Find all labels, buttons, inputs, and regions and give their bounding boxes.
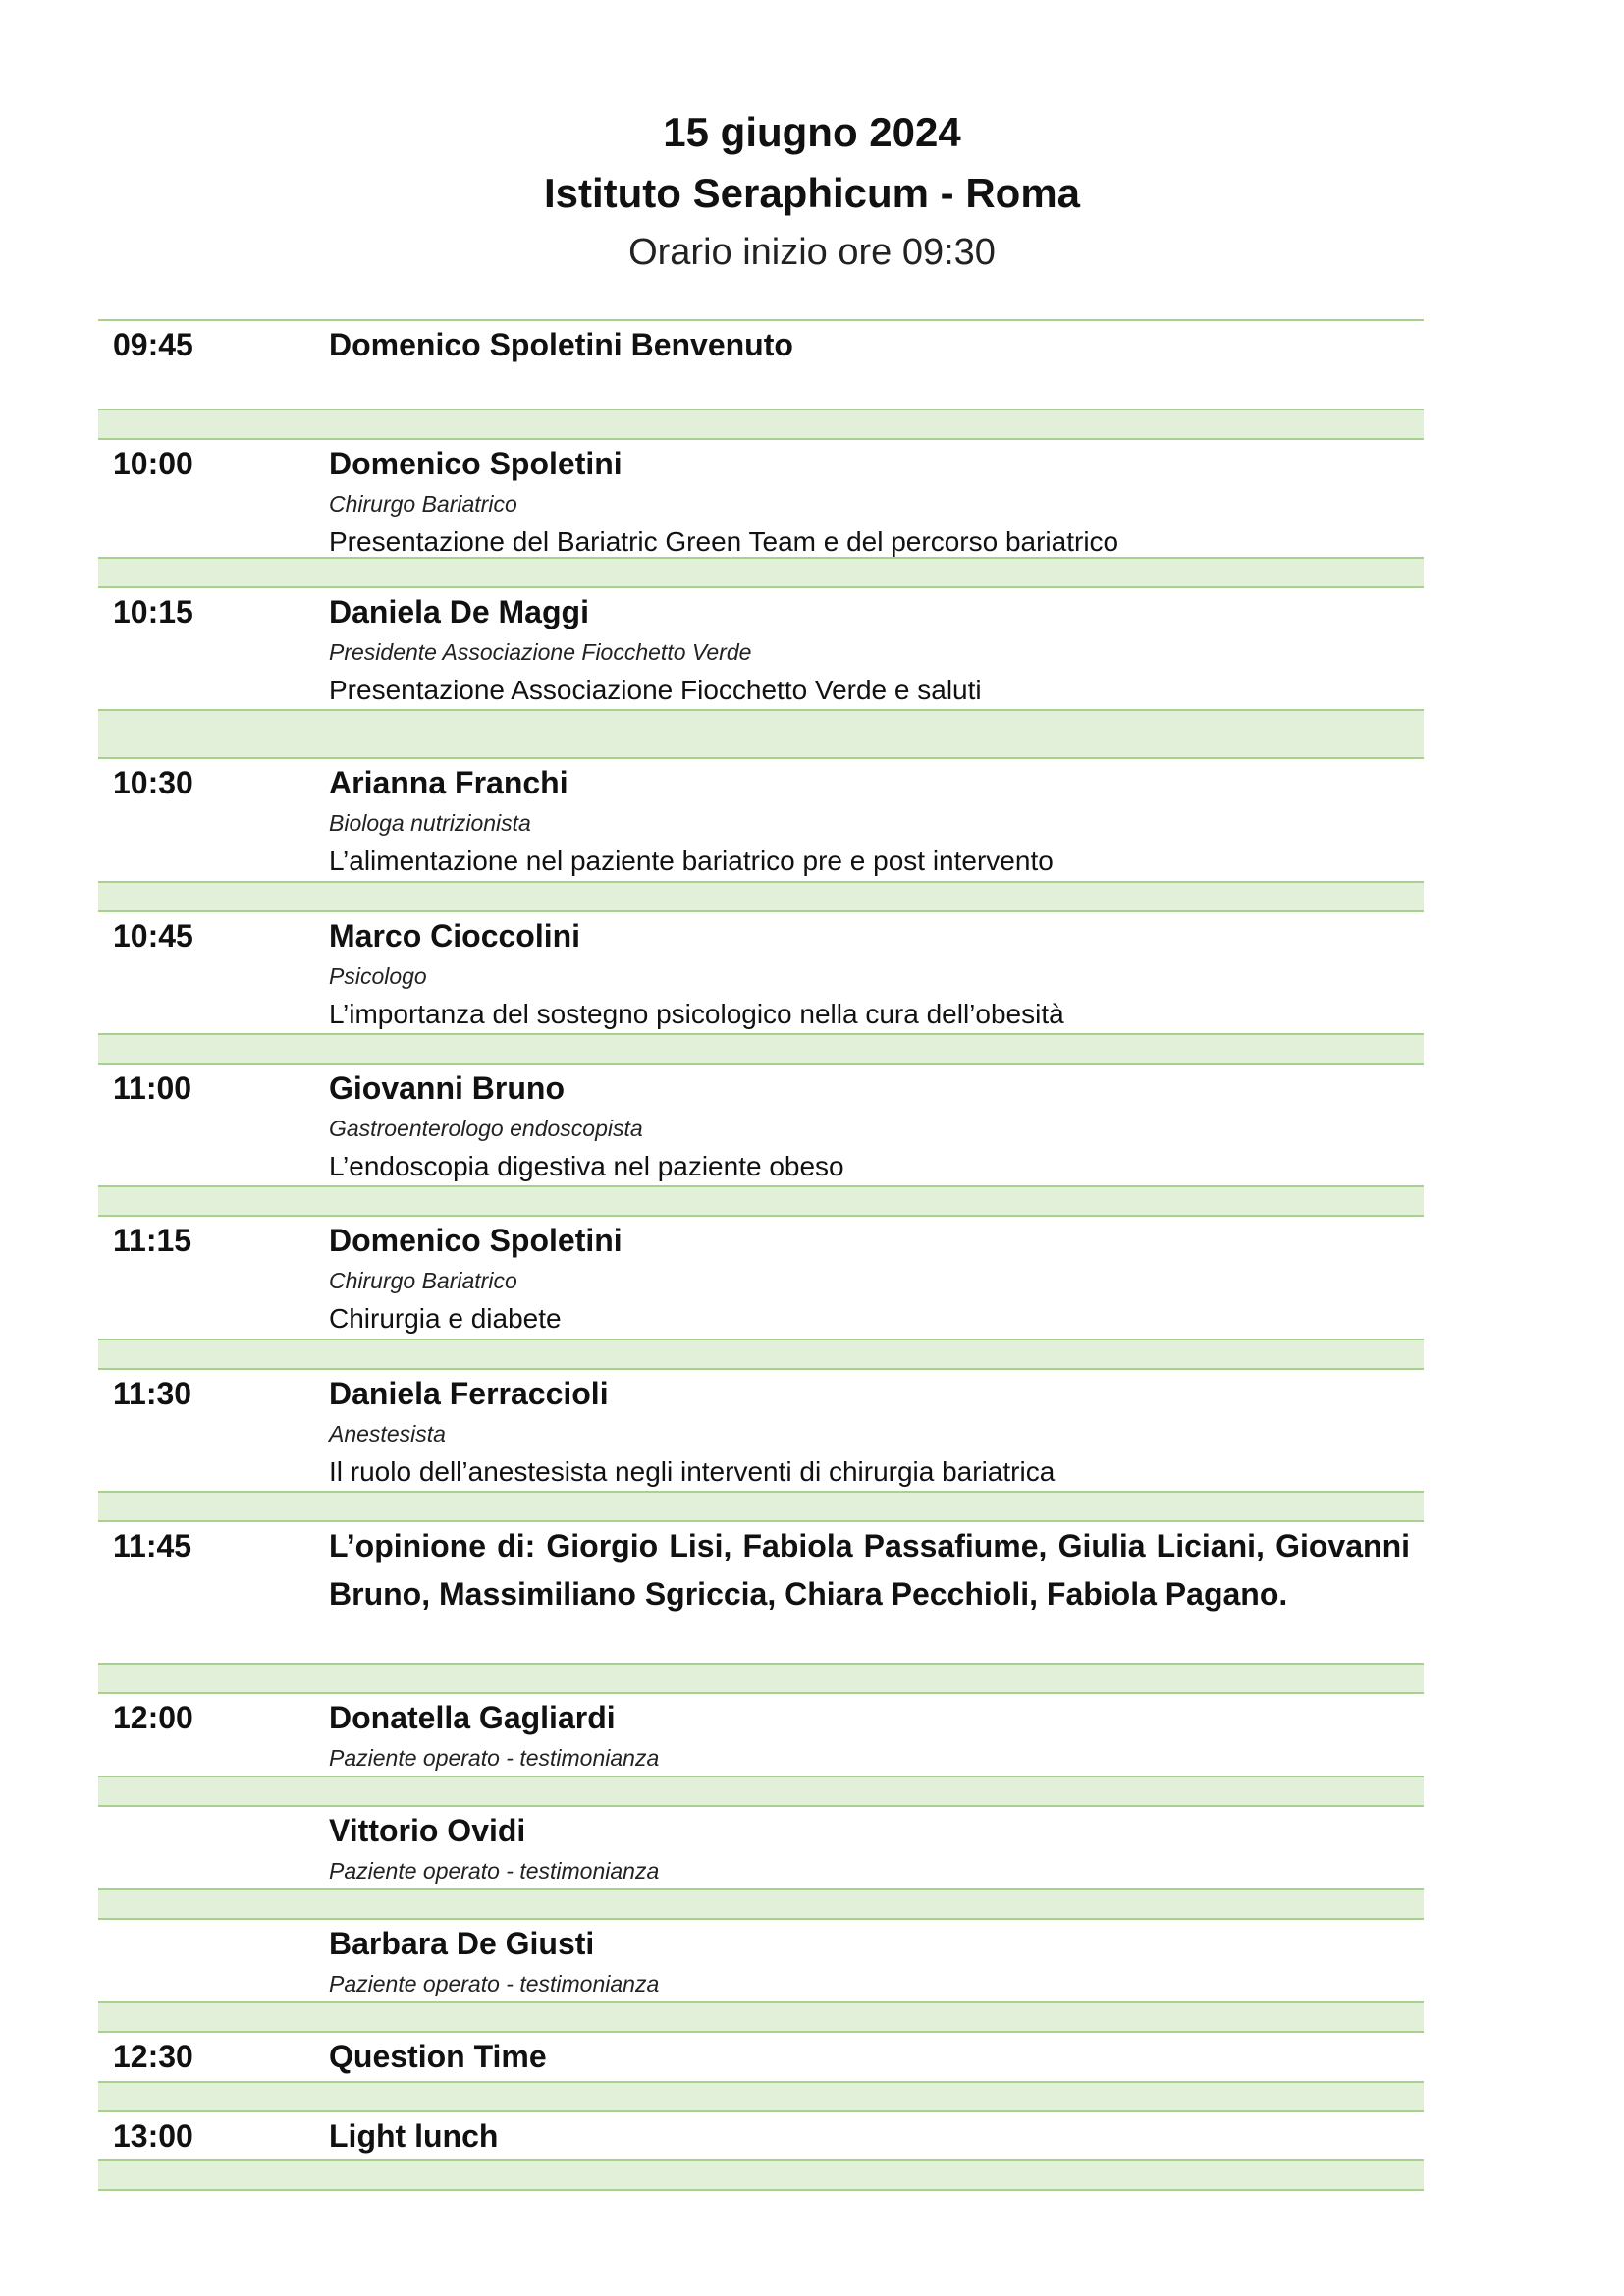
- agenda-time: 11:30: [113, 1376, 192, 1411]
- agenda-role: Psicologo: [329, 963, 427, 989]
- row-separator: [98, 409, 1424, 438]
- agenda-row-9: [98, 1520, 1424, 1663]
- agenda-role: Paziente operato - testimonianza: [329, 1971, 660, 1996]
- agenda-time: 11:15: [113, 1223, 192, 1258]
- row-separator: [98, 1888, 1424, 1918]
- agenda-speaker: L’opinione di: Giorgio Lisi, Fabiola Passafiume, Giulia Liciani, Giovanni Bruno, Massimiliano Sgriccia, Chiara Pecchioli, Fabiola Pagano.: [329, 1528, 1410, 1612]
- agenda-row-6: [98, 1063, 1424, 1185]
- agenda-speaker: Question Time: [329, 2039, 547, 2074]
- agenda-time: 13:00: [113, 2118, 193, 2154]
- agenda-row-14: [98, 2110, 1424, 2159]
- row-separator: [98, 1663, 1424, 1692]
- agenda-row-7: [98, 1215, 1424, 1339]
- agenda-speaker: Arianna Franchi: [329, 765, 568, 800]
- agenda-role: Paziente operato - testimonianza: [329, 1858, 660, 1884]
- agenda-row-5: [98, 910, 1424, 1033]
- row-separator: [98, 1339, 1424, 1368]
- agenda-role: Presidente Associazione Fiocchetto Verde: [329, 639, 752, 665]
- agenda-time: 10:30: [113, 765, 193, 800]
- agenda-role: Chirurgo Bariatrico: [329, 491, 517, 517]
- row-separator: [98, 881, 1424, 910]
- agenda-topic: L’endoscopia digestiva nel paziente obeso: [329, 1151, 844, 1181]
- agenda-time: 11:00: [113, 1070, 192, 1106]
- row-separator: [98, 1185, 1424, 1215]
- agenda-time: 11:45: [113, 1528, 192, 1563]
- agenda-row-12: [98, 1918, 1424, 2001]
- table-bottom-border: [98, 2189, 1424, 2191]
- agenda-time: 09:45: [113, 327, 193, 362]
- agenda-time: 10:45: [113, 918, 193, 954]
- agenda-topic: L’importanza del sostegno psicologico nella cura dell’obesità: [329, 999, 1064, 1029]
- agenda-time: [98, 1920, 329, 2000]
- event-venue: Istituto Seraphicum - Roma: [543, 170, 1081, 216]
- row-separator: [98, 709, 1424, 757]
- agenda-row-13: [98, 2031, 1424, 2081]
- agenda-speaker: Domenico Spoletini: [329, 1223, 623, 1258]
- agenda-speaker: Marco Cioccolini: [329, 918, 581, 954]
- agenda-row-8: [98, 1368, 1424, 1491]
- agenda-speaker: Vittorio Ovidi: [329, 1813, 526, 1848]
- agenda-topic: Il ruolo dell’anestesista negli interventi di chirurgia bariatrica: [329, 1456, 1056, 1487]
- agenda-role: Chirurgo Bariatrico: [329, 1268, 517, 1293]
- agenda-role: Paziente operato - testimonianza: [329, 1745, 660, 1771]
- row-separator: [98, 1033, 1424, 1063]
- agenda-table: [98, 319, 1424, 2191]
- agenda-time: 12:30: [113, 2039, 193, 2074]
- agenda-speaker: Barbara De Giusti: [329, 1926, 595, 1961]
- agenda-topic: Presentazione del Bariatric Green Team e del percorso bariatrico: [329, 526, 1119, 557]
- document-header: [0, 102, 1624, 281]
- agenda-speaker: Domenico Spoletini Benvenuto: [329, 327, 793, 362]
- row-separator: [98, 1491, 1424, 1520]
- agenda-row-4: [98, 757, 1424, 881]
- agenda-time: 10:15: [113, 594, 193, 629]
- agenda-topic: L’alimentazione nel paziente bariatrico pre e post intervento: [329, 846, 1054, 876]
- row-separator: [98, 2001, 1424, 2031]
- event-date: 15 giugno 2024: [663, 109, 961, 155]
- agenda-topic: Presentazione Associazione Fiocchetto Verde e saluti: [329, 675, 982, 705]
- agenda-row-1: [98, 319, 1424, 409]
- row-separator: [98, 2081, 1424, 2110]
- agenda-role: Anestesista: [329, 1421, 446, 1447]
- agenda-speaker: Daniela De Maggi: [329, 594, 589, 629]
- agenda-speaker: Light lunch: [329, 2118, 499, 2154]
- agenda-row-11: [98, 1805, 1424, 1888]
- agenda-speaker: Domenico Spoletini: [329, 446, 623, 481]
- agenda-speaker: Giovanni Bruno: [329, 1070, 565, 1106]
- agenda-role: Gastroenterologo endoscopista: [329, 1116, 643, 1141]
- agenda-time: [98, 1807, 329, 1887]
- agenda-speaker: Donatella Gagliardi: [329, 1700, 616, 1735]
- agenda-speaker: Daniela Ferraccioli: [329, 1376, 609, 1411]
- row-separator: [98, 1776, 1424, 1805]
- agenda-row-3: [98, 586, 1424, 709]
- agenda-role: Biologa nutrizionista: [329, 810, 531, 836]
- agenda-row-2: [98, 438, 1424, 557]
- agenda-time: 10:00: [113, 446, 193, 481]
- event-start-time: Orario inizio ore 09:30: [628, 232, 996, 273]
- agenda-row-10: [98, 1692, 1424, 1776]
- row-separator: [98, 2159, 1424, 2189]
- agenda-topic: Chirurgia e diabete: [329, 1303, 562, 1334]
- agenda-time: 12:00: [113, 1700, 193, 1735]
